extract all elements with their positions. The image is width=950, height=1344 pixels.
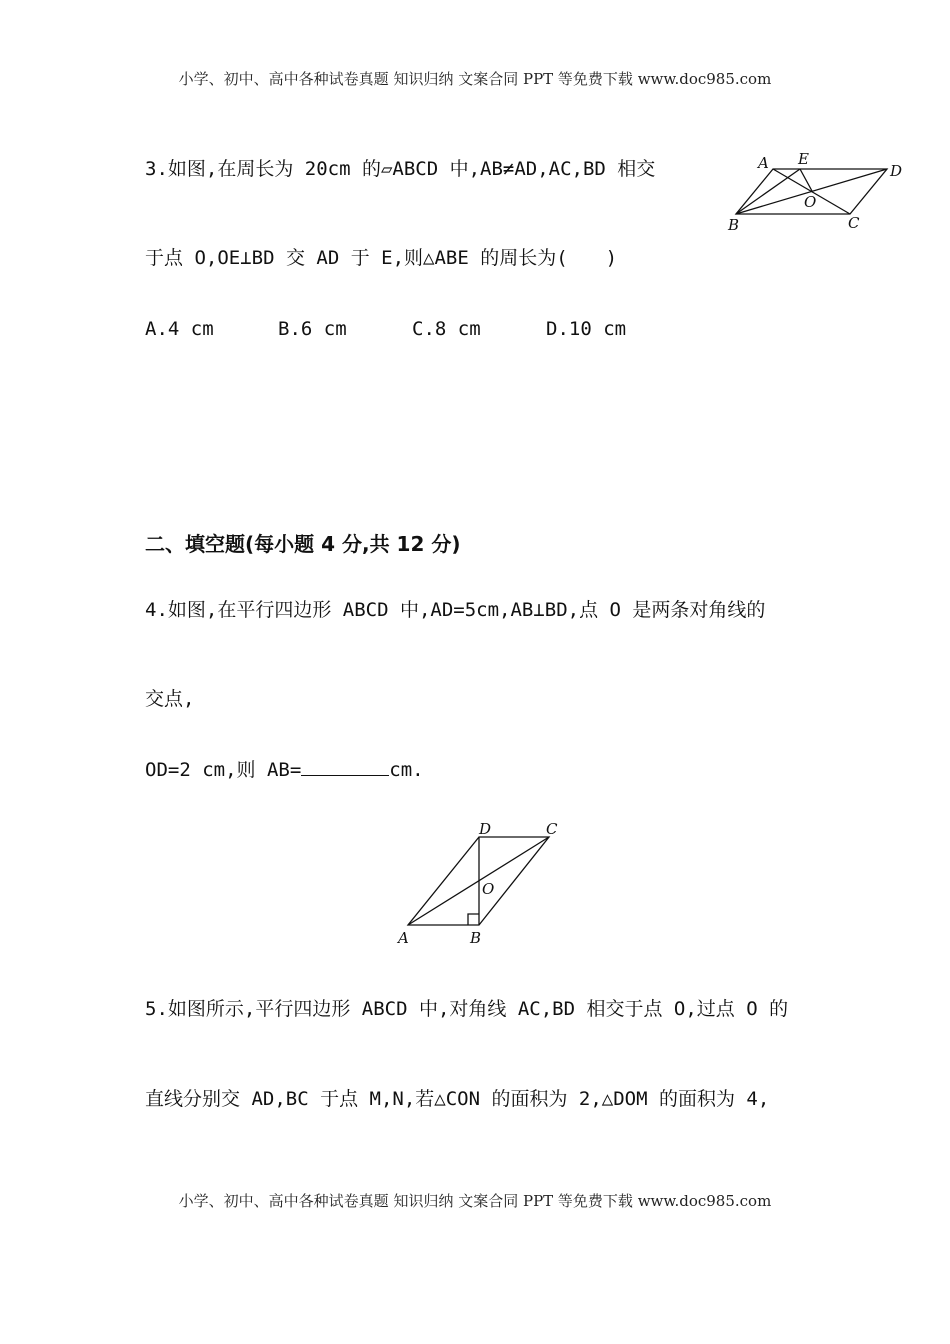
q4-line-2: 交点,	[145, 688, 195, 710]
q3-option-a: A.4 cm	[145, 318, 214, 340]
q3-label-b: B	[728, 216, 740, 234]
q3-option-c: C.8 cm	[412, 318, 481, 340]
q4-label-d: D	[479, 820, 492, 838]
q4-label-c: C	[546, 820, 558, 838]
q3-label-c: C	[848, 214, 860, 232]
q4-line-1: 4.如图,在平行四边形 ABCD 中,AD=5cm,AB⊥BD,点 O 是两条对角线的	[145, 599, 766, 621]
page-footer: 小学、初中、高中各种试卷真题 知识归纳 文案合同 PPT 等免费下载 www.doc985.com	[178, 1192, 772, 1210]
q4-right-angle-mark	[468, 914, 479, 925]
q3-label-a: A	[758, 154, 769, 172]
q3-label-e: E	[798, 150, 809, 168]
q3-line-2: 于点 O,OE⊥BD 交 AD 于 E,则△ABE 的周长为( )	[145, 247, 618, 269]
q4-parallelogram-figure	[390, 815, 580, 950]
section-title: 二、填空题(每小题 4 分,共 12 分)	[145, 532, 461, 556]
q3-label-o: O	[804, 193, 817, 211]
q5-line-1: 5.如图所示,平行四边形 ABCD 中,对角线 AC,BD 相交于点 O,过点 O 的	[145, 998, 789, 1020]
q3-option-d: D.10 cm	[546, 318, 627, 340]
q4-answer-blank[interactable]	[301, 757, 389, 776]
q3-label-d: D	[890, 162, 903, 180]
q3-option-b: B.6 cm	[278, 318, 347, 340]
q3-line-1: 3.如图,在周长为 20cm 的▱ABCD 中,AB≠AD,AC,BD 相交	[145, 158, 656, 180]
q5-line-2: 直线分别交 AD,BC 于点 M,N,若△CON 的面积为 2,△DOM 的面积为 4,	[145, 1088, 770, 1110]
q4-label-a: A	[398, 929, 409, 947]
q3-parallelogram-figure	[720, 148, 910, 238]
q4-label-o: O	[482, 880, 495, 898]
q4-line-3-suffix: cm.	[389, 759, 424, 781]
q4-label-b: B	[470, 929, 482, 947]
q4-line-3-prefix: OD=2 cm,则 AB=	[145, 759, 302, 781]
page-header: 小学、初中、高中各种试卷真题 知识归纳 文案合同 PPT 等免费下载 www.doc985.com	[178, 70, 772, 88]
q4-line-3	[145, 757, 424, 783]
